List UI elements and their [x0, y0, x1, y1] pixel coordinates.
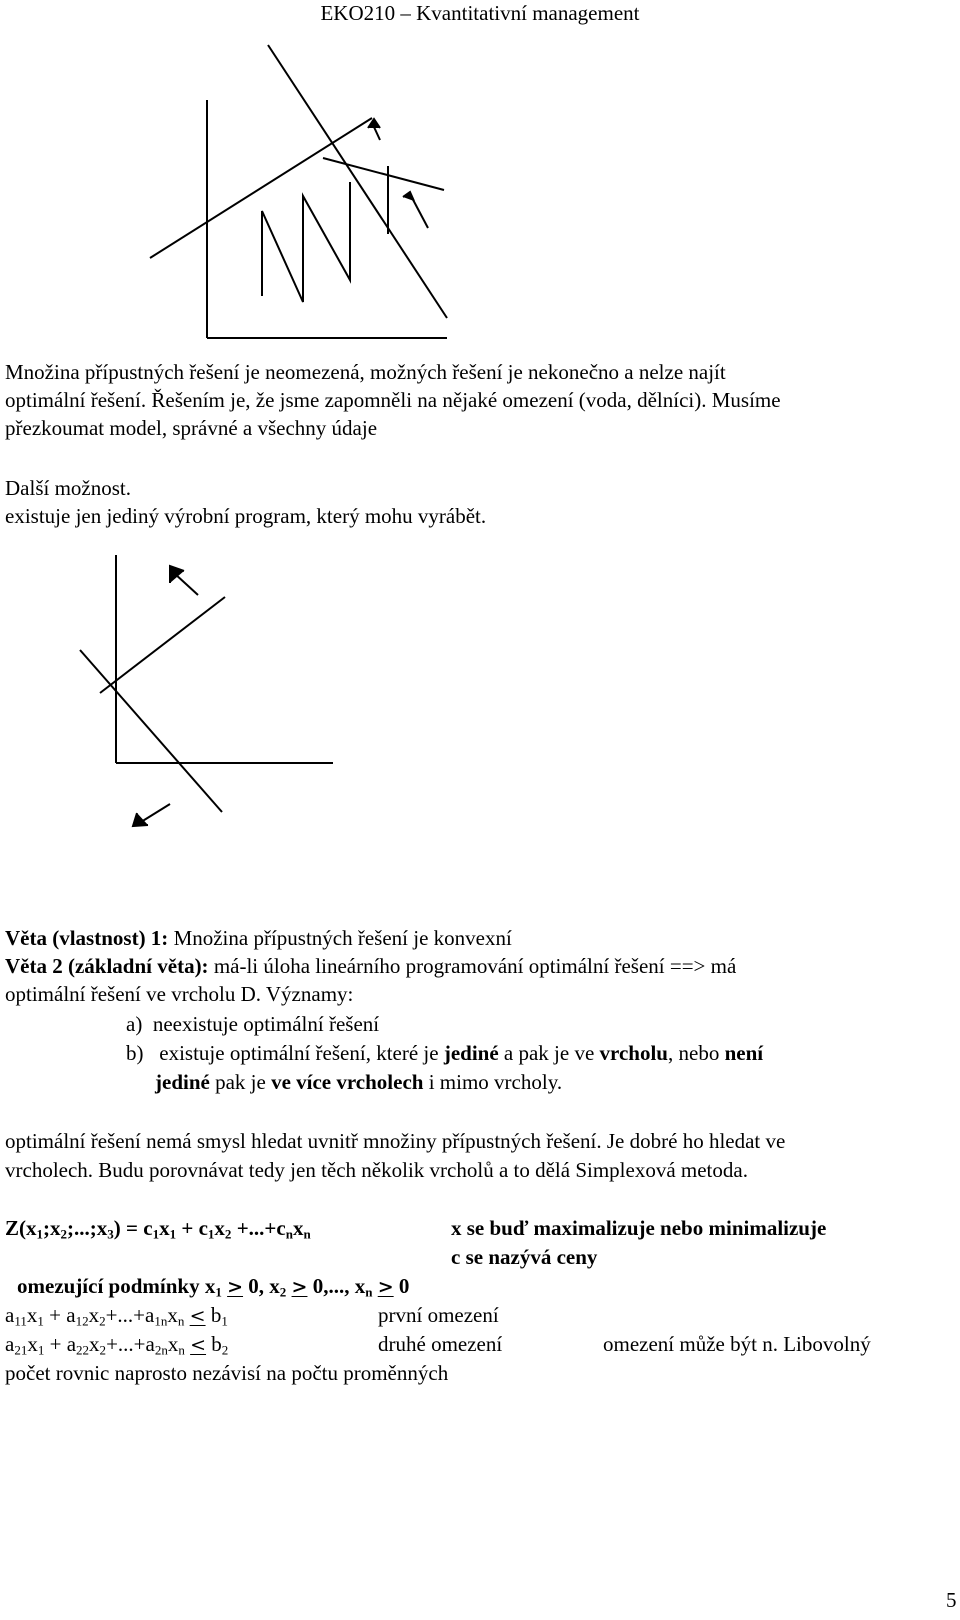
footer-line: počet rovnic naprosto nezávisí na počtu proměnných [5, 1361, 449, 1385]
theorem-2-label: Věta 2 (základní věta): [5, 954, 209, 978]
meaning-b-text-5: i mimo vrcholy. [423, 1070, 563, 1094]
meaning-b [126, 1043, 763, 1064]
theorem-2-line-2: optimální řešení ve vrcholu D. Významy: [5, 982, 354, 1006]
meaning-b-text-1: existuje optimální řešení, které je [159, 1041, 444, 1065]
constraint-1-label: první omezení [378, 1303, 499, 1327]
constraint-2: $a_{21}x_1 + a_{22}x_2+...+a_{2n}x_n < b_2$ [5, 1332, 229, 1358]
theorem-1 [5, 928, 512, 949]
meaning-b-bold-4: jediné [155, 1070, 210, 1094]
meaning-b-bold-1: jediné [443, 1041, 499, 1065]
meaning-a-marker: a) [126, 1012, 143, 1036]
other-option-line-1: Další možnost. [5, 476, 131, 500]
meaning-b-bold-3: není [724, 1041, 764, 1065]
constraint-1: $a_{11}x_1 + a_{12}x_2+...+a_{1n}x_n < b_1$ [5, 1303, 228, 1329]
meaning-b-text-4: pak je [209, 1070, 272, 1094]
simplex-line-1: optimální řešení nemá smysl hledat uvnitř množiny přípustných řešení. Je dobré ho hledat ve [5, 1129, 786, 1153]
intro-line-2: optimální řešení. Řešením je, že jsme zapomněli na nějaké omezení (voda, dělníci). Musíme [5, 388, 781, 412]
meaning-b-line-2 [155, 1072, 562, 1093]
theorem-1-text: Množina přípustných řešení je konvexní [168, 926, 512, 950]
objective-function: $Z(x_1;x_2;...;x_3) = c_1x_1 + c_1x_2 +...+c_nx_n$ [5, 1216, 311, 1242]
theorem-2-text: má-li úloha lineárního programování optimální řešení ==> má [208, 954, 737, 978]
constraint-line-a [80, 650, 222, 812]
intro-line-1: Množina přípustných řešení je neomezená, možných řešení je nekonečno a nelze najít [5, 360, 726, 384]
constraints-row: omezující podmínky $x_1 > 0$, $x_2 > 0$,..., $x_n > 0$ [17, 1274, 410, 1300]
page-header: EKO210 – Kvantitativní management [320, 1, 640, 25]
meaning-b-text-3: , nebo [668, 1041, 725, 1065]
constraints-label: omezující podmínky [17, 1274, 200, 1298]
intro-line-3: přezkoumat model, správné a všechny údaje [5, 416, 378, 440]
constraint-2-note: omezení může být n. Libovolný [603, 1332, 871, 1356]
simplex-line-2: vrcholech. Budu porovnávat tedy jen těch několik vrcholů a to dělá Simplexová metoda. [5, 1158, 748, 1182]
constraint-2-label: druhé omezení [378, 1332, 503, 1356]
meaning-b-bold-5: ve více vrcholech [271, 1070, 424, 1094]
theorem-2 [5, 956, 736, 977]
theorem-1-label: Věta (vlastnost) 1: [5, 926, 169, 950]
meaning-b-marker: b) [126, 1041, 144, 1065]
other-option-line-2: existuje jen jediný výrobní program, který mohu vyrábět. [5, 504, 487, 528]
objective-note-1: x se buď maximalizuje nebo minimalizuje [451, 1216, 827, 1240]
arrow-down-left-shaft [141, 804, 170, 822]
objective-note-2: c se nazývá ceny [451, 1245, 598, 1269]
meaning-a-text: neexistuje optimální řešení [152, 1012, 380, 1036]
meaning-a [126, 1014, 379, 1035]
page-number: 5 [946, 1588, 957, 1612]
meaning-b-bold-2: vrcholu [599, 1041, 668, 1065]
constraint-line-b [100, 597, 225, 693]
meaning-b-text-2: a pak je ve [498, 1041, 600, 1065]
